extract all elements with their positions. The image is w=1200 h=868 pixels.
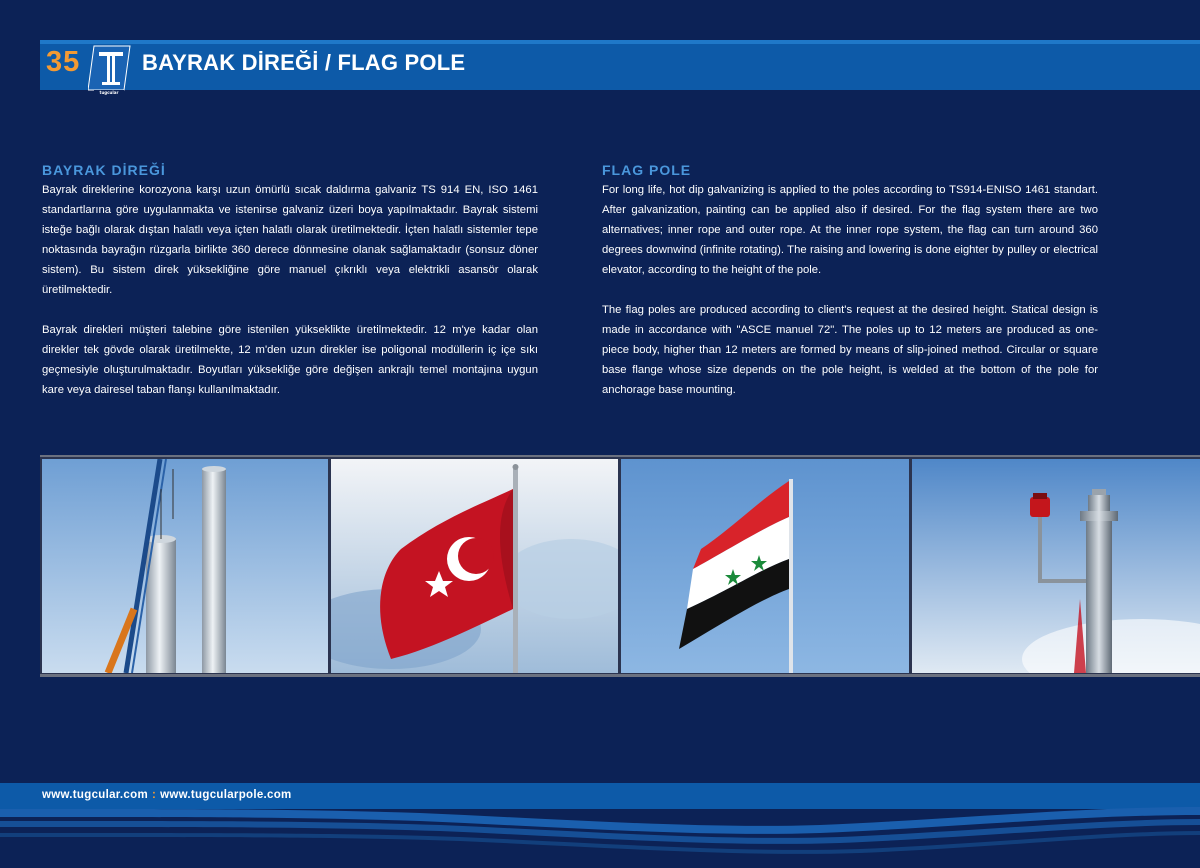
syrian-flag-photo xyxy=(621,459,909,673)
right-column xyxy=(602,162,1098,420)
website-link-tugcular[interactable]: www.tugcular.com xyxy=(42,789,148,801)
paragraph-tr-2: Bayrak direkleri müşteri talebine göre istenilen yükseklikte üretilmektedir. 12 m'ye kadar olan direkler tek gövde olarak üretilmekte, 12 m'den uzun direkler ise poligonal modüllerin iç içe sıkı geçmesiyle oluşturulmaktadır. Boyutları yüksekliğe göre değişen ankrajlı temel montajına uygun kare veya dairesel taban flanşı kullanılmaktadır. xyxy=(42,324,538,396)
paragraph-en-2: The flag poles are produced according to client's request at the desired height. Statical design is made in accordance with "ASCE manuel 72". The poles up to 12 meters are produced as one-piece body, higher than 12 meters are formed by means of slip-joined method. Circular or square base flange whose size depends on the pole height, is welded at the bottom of the pole for anchorage base mounting. xyxy=(602,304,1098,396)
turkish-flag-photo xyxy=(331,459,618,673)
footer-websites xyxy=(42,789,292,801)
footer-waves xyxy=(0,805,1200,864)
page-number: 35 xyxy=(46,46,81,78)
page-title: BAYRAK DİREĞİ / FLAG POLE xyxy=(142,50,466,75)
pole-installation-photo xyxy=(42,459,328,673)
left-column xyxy=(42,162,538,420)
svg-text:tugcular: tugcular xyxy=(99,90,119,95)
section-heading-en: FLAG POLE xyxy=(602,162,692,178)
section-heading-tr: BAYRAK DİREĞİ xyxy=(42,162,166,178)
website-link-tugcularpole[interactable]: www.tugcularpole.com xyxy=(160,789,292,801)
footer-separator: : xyxy=(151,789,157,801)
photo-strip xyxy=(40,455,1200,677)
paragraph-en-1: For long life, hot dip galvanizing is applied to the poles according to TS914-ENISO 1461 standart. After galvanization, painting can be applied also if desired. For the flag system there are two alternatives; inner rope and outer rope. At the inner rope system, the flag can turn around 360 degrees downwind (infinite rotating). The raising and lowering is done eighter by pulley or electrical elevator, according to the height of the pole. xyxy=(602,184,1098,276)
pole-top-beacon-photo xyxy=(912,459,1200,673)
paragraph-tr-1: Bayrak direklerine korozyona karşı uzun ömürlü sıcak daldırma galvaniz TS 914 EN, ISO 1461 standartlarına göre uygulanmakta ve istenirse galvaniz üzeri boya yapılmaktadır. Bayrak sistemi isteğe bağlı olarak dıştan halatlı veya içten halatlı olarak üretilmektedir. İçten halatlı sistemler tepe noktasında bayrağın rüzgarla birlikte 360 derece dönmesine olanak sağlamaktadır (sonsuz döner sistem). Bu sistem direk yüksekliğine göre manuel çıkrıklı veya elektrikli asansör olarak üretilmektedir. xyxy=(42,184,538,296)
company-logo xyxy=(88,44,132,96)
